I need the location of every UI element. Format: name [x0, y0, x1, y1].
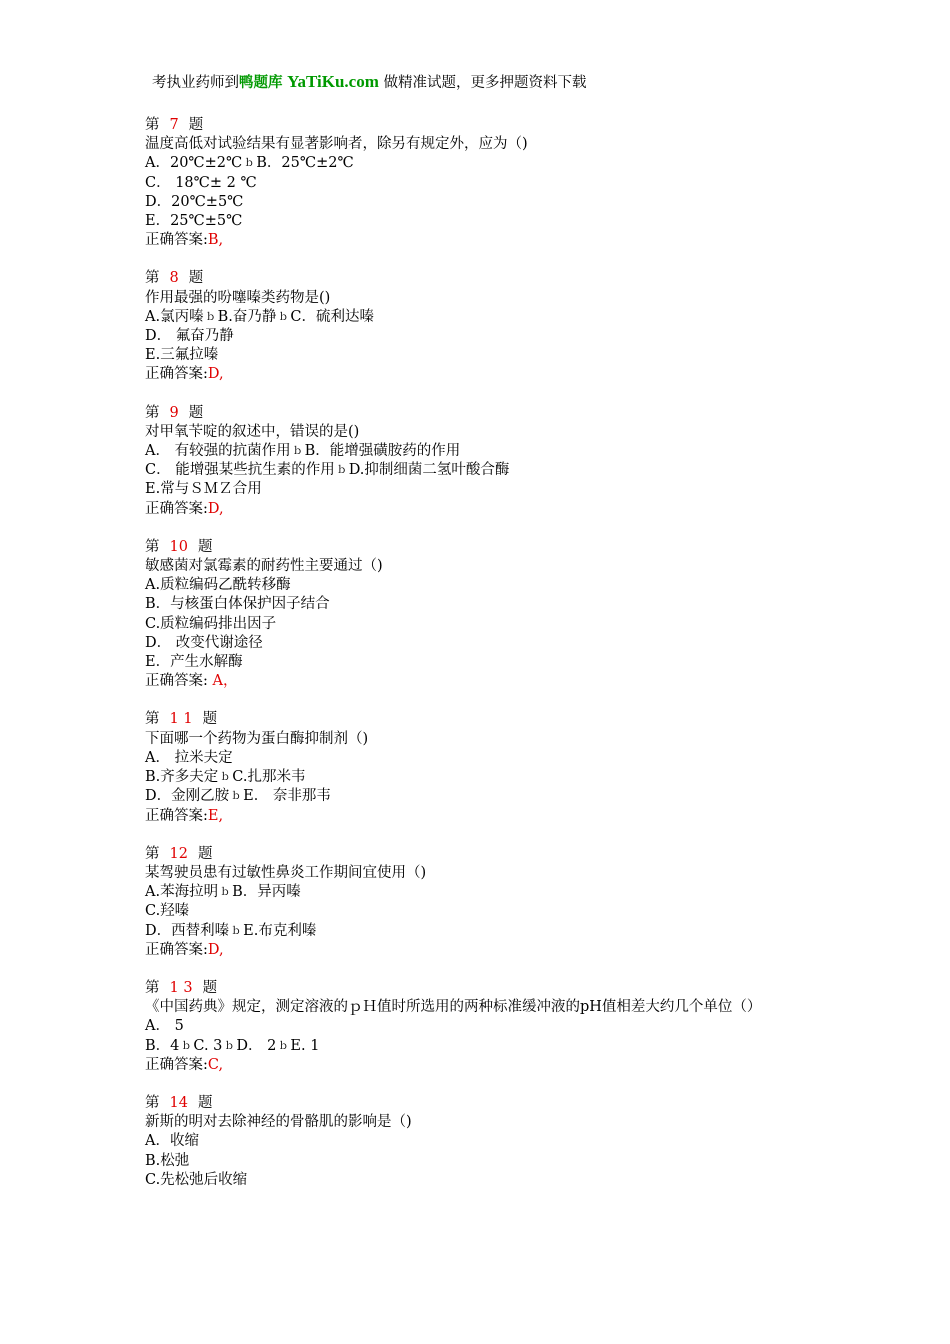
separator-mark: ｂ	[231, 791, 242, 803]
question-8	[145, 269, 835, 384]
answer-label: 正确答案:	[145, 500, 208, 517]
answer-line	[145, 500, 835, 519]
option-c: C． 能增强某些抗生素的作用	[145, 462, 335, 479]
option-row	[145, 1037, 835, 1056]
question-stem: 温度高低对试验结果有显著影响者，除另有规定外，应为（)	[145, 136, 528, 153]
question-number: 第 10 题	[145, 538, 213, 555]
option-d: D．20℃±5℃	[145, 193, 244, 210]
option-row	[145, 442, 835, 461]
option-c: C.羟嗪	[145, 903, 190, 920]
option-b: B．25℃±2℃	[256, 155, 354, 172]
separator-mark: ｂ	[231, 925, 242, 937]
answer-label: 正确答案:	[145, 941, 208, 958]
separator-mark: ｂ	[278, 311, 289, 323]
header-site: YaTiKu.com	[287, 72, 379, 91]
question-9	[145, 404, 835, 519]
option-d: D． 改变代谢途径	[145, 634, 263, 651]
question-11	[145, 710, 835, 825]
answer-label: 正确答案:	[145, 673, 208, 690]
option-row	[145, 154, 835, 173]
option-c: C. 3	[193, 1037, 223, 1054]
option-e: E. 1	[290, 1037, 320, 1054]
option-row	[145, 922, 835, 941]
option-row	[145, 883, 835, 902]
option-a: A． 拉米夫定	[145, 749, 233, 766]
option-row	[145, 461, 835, 480]
option-c: C.先松弛后收缩	[145, 1171, 248, 1188]
option-a: A． 有较强的抗菌作用	[145, 443, 291, 460]
header-prefix: 考执业药师到	[152, 75, 239, 91]
separator-mark: ｂ	[224, 1040, 235, 1052]
answer-value: A，	[207, 673, 238, 690]
answer-value: C,	[207, 1056, 224, 1073]
answer-line	[145, 941, 835, 960]
answer-label: 正确答案:	[145, 807, 208, 824]
question-7	[145, 116, 835, 250]
option-c: C．硫利达嗪	[290, 308, 374, 325]
question-number: 第 1 3 题	[145, 979, 218, 996]
option-b: B．能增强磺胺药的作用	[304, 443, 461, 460]
answer-line	[145, 807, 835, 826]
option-e: E.布克利嗪	[243, 922, 317, 939]
separator-mark: ｂ	[205, 311, 216, 323]
answer-value: D,	[207, 366, 224, 383]
separator-mark: ｂ	[292, 446, 303, 458]
answer-label: 正确答案:	[145, 232, 208, 249]
question-number: 第 14 题	[145, 1094, 213, 1111]
option-a: A.质粒编码乙酰转移酶	[145, 577, 291, 594]
option-e: E.常与ＳＭＺ合用	[145, 481, 262, 498]
answer-value: D,	[207, 500, 224, 517]
question-stem: 某驾驶员患有过敏性鼻炎工作期间宜使用（)	[145, 864, 427, 881]
option-d: D．金刚乙胺	[145, 788, 230, 805]
answer-label: 正确答案:	[145, 1056, 208, 1073]
option-e: E． 奈非那韦	[243, 788, 331, 805]
option-b: B.齐多夫定	[145, 769, 219, 786]
question-stem: 《中国药典》规定，测定溶液的ｐＨ值时所选用的两种标准缓冲液的pH值相差大约几个单位（）	[145, 999, 762, 1016]
answer-value: E,	[207, 807, 224, 824]
option-d: D． 氟奋乃静	[145, 328, 234, 345]
question-10	[145, 538, 835, 692]
option-row	[145, 787, 835, 806]
option-e: E．25℃±5℃	[145, 213, 243, 230]
answer-value: D,	[207, 941, 224, 958]
question-list	[145, 116, 835, 1209]
option-b: B．与核蛋白体保护因子结合	[145, 596, 330, 613]
separator-mark: ｂ	[244, 158, 255, 170]
question-13	[145, 979, 835, 1075]
header-brand: 鸭题库	[239, 75, 283, 91]
option-d: D． 2	[236, 1037, 277, 1054]
option-d: D.抑制细菌二氢叶酸合酶	[348, 462, 510, 479]
separator-mark: ｂ	[220, 772, 231, 784]
question-stem: 作用最强的吩噻嗪类药物是()	[145, 289, 331, 306]
option-b: B．异丙嗪	[232, 884, 301, 901]
option-a: A．收缩	[145, 1133, 199, 1150]
option-a: A．20℃±2℃	[145, 155, 243, 172]
option-c: C.质粒编码排出因子	[145, 615, 277, 632]
page-header	[152, 71, 587, 92]
question-stem: 新斯的明对去除神经的骨骼肌的影响是（)	[145, 1114, 412, 1131]
question-14	[145, 1094, 835, 1190]
option-b: B.松弛	[145, 1152, 190, 1169]
option-b: B．4	[145, 1037, 180, 1054]
header-suffix: 做精准试题，更多押题资料下载	[383, 75, 587, 91]
answer-label: 正确答案:	[145, 366, 208, 383]
answer-value: B,	[207, 232, 224, 249]
question-number: 第 7 题	[145, 117, 204, 133]
answer-line	[145, 1056, 835, 1075]
option-a: A.氯丙嗪	[145, 308, 204, 325]
option-row	[145, 308, 835, 327]
option-e: E．产生水解酶	[145, 654, 243, 671]
question-stem: 下面哪一个药物为蛋白酶抑制剂（)	[145, 730, 369, 747]
answer-line	[145, 672, 835, 691]
question-stem: 敏感菌对氯霉素的耐药性主要通过（)	[145, 558, 383, 575]
option-a: A． 5	[145, 1018, 184, 1035]
answer-line	[145, 231, 835, 250]
question-number: 第 12 题	[145, 845, 213, 862]
question-12	[145, 845, 835, 960]
separator-mark: ｂ	[181, 1040, 192, 1052]
separator-mark: ｂ	[336, 465, 347, 477]
question-number: 第 9 题	[145, 404, 204, 421]
option-d: D．西替利嗪	[145, 922, 230, 939]
question-number: 第 1 1 题	[145, 711, 218, 728]
separator-mark: ｂ	[220, 887, 231, 899]
answer-line	[145, 365, 835, 384]
question-number: 第 8 题	[145, 270, 204, 287]
option-a: A.苯海拉明	[145, 884, 219, 901]
option-c: C． 18℃± 2 ℃	[145, 174, 257, 191]
option-c: C.扎那米韦	[232, 769, 306, 786]
option-e: E.三氟拉嗪	[145, 347, 219, 364]
option-b: B.奋乃静	[217, 308, 277, 325]
option-row	[145, 768, 835, 787]
question-stem: 对甲氧苄啶的叙述中，错误的是()	[145, 423, 360, 440]
separator-mark: ｂ	[278, 1040, 289, 1052]
